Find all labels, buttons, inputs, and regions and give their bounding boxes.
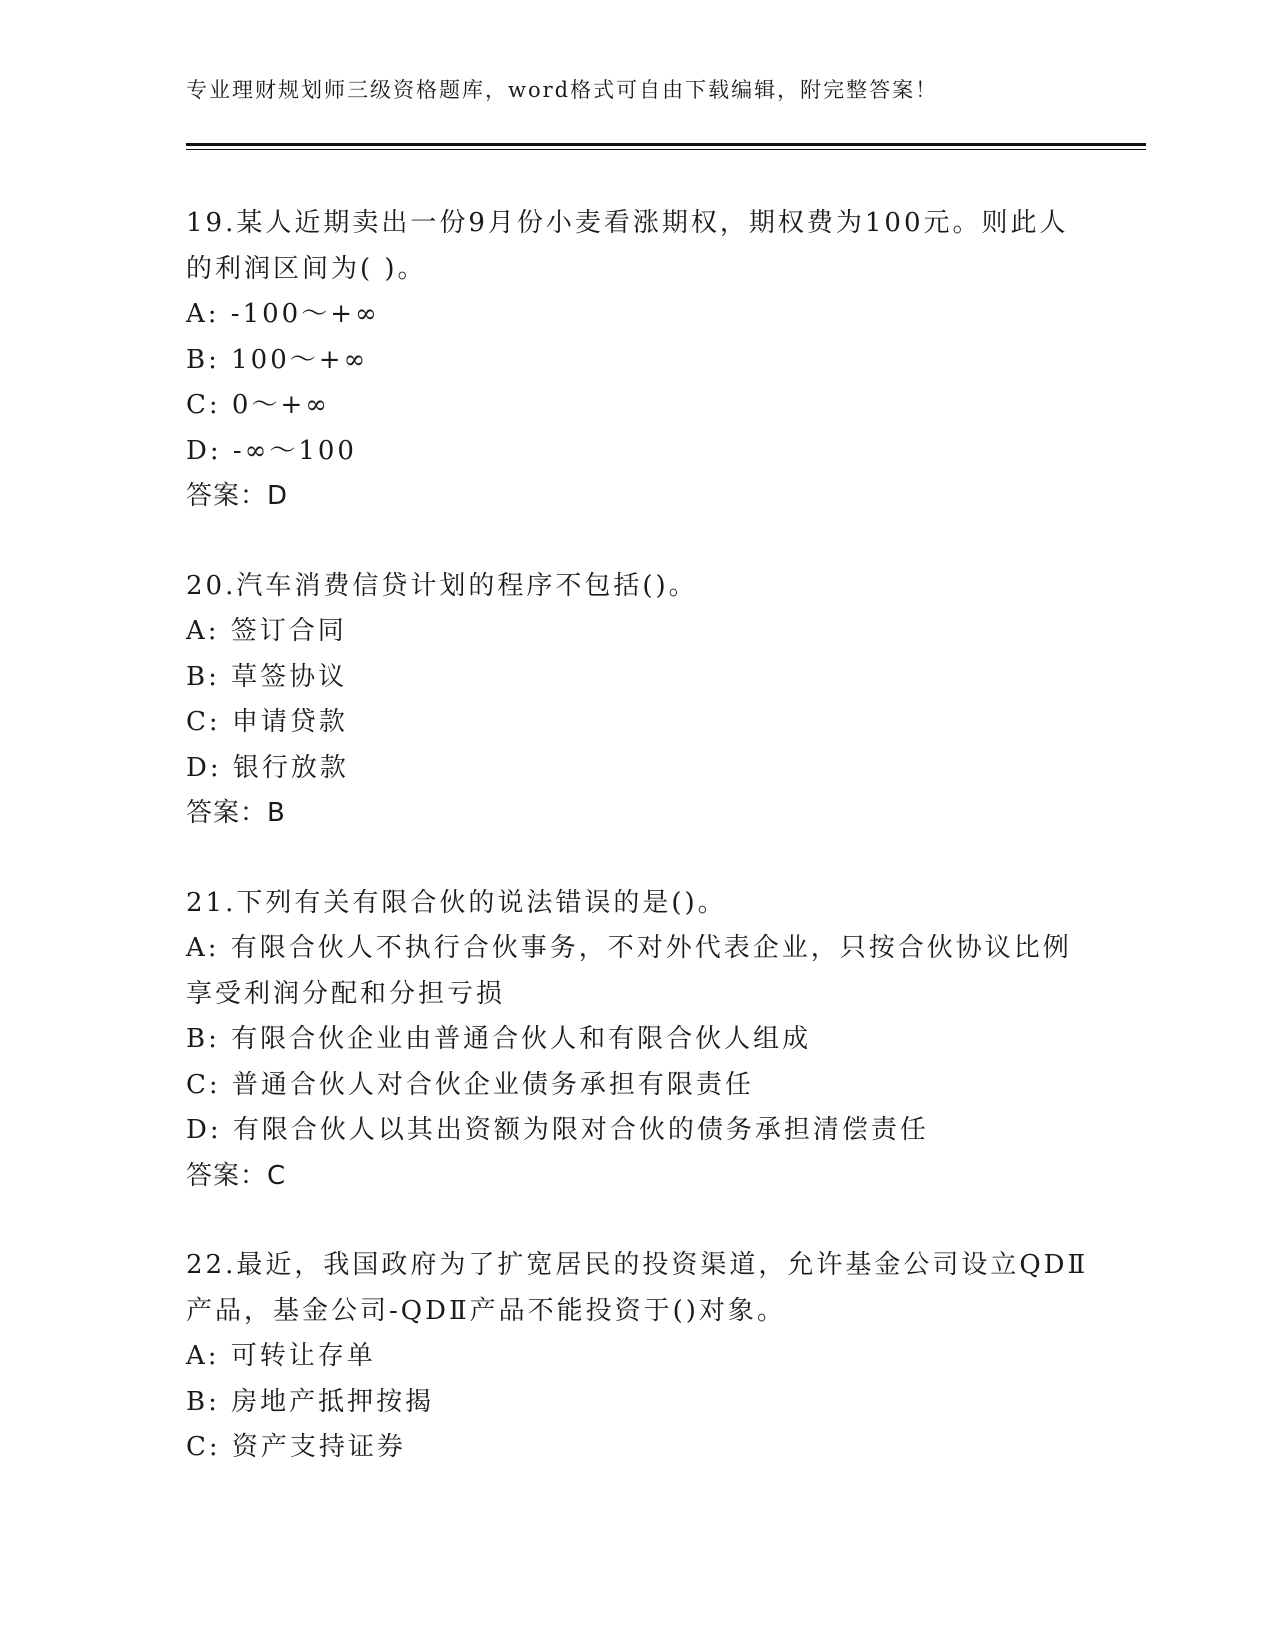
option-a: A: -100～+∞ (186, 299, 380, 329)
option-a: A: 有限合伙人不执行合伙事务，不对外代表企业，只按合伙协议比例 (186, 933, 1072, 963)
question-20 (186, 564, 1086, 837)
option-a-continued: 享受利润分配和分担亏损 (186, 978, 506, 1009)
option-a: A: 可转让存单 (186, 1341, 376, 1371)
header-divider-thin (186, 149, 1146, 150)
question-stem: 产品，基金公司-QDⅡ产品不能投资于()对象。 (186, 1295, 786, 1326)
question-stem: 21.下列有关有限合伙的说法错误的是()。 (186, 887, 727, 918)
question-stem: 19.某人近期卖出一份9月份小麦看涨期权，期权费为100元。则此人 (186, 208, 1069, 238)
option-b: B: 100～+∞ (186, 344, 369, 375)
question-list (186, 201, 1089, 1515)
option-c: C: 0～+∞ (186, 390, 330, 420)
question-19 (186, 201, 1086, 520)
option-d: D: 银行放款 (186, 752, 349, 783)
option-c: C: 申请贷款 (186, 707, 348, 737)
option-b: B: 有限合伙企业由普通合伙人和有限合伙人组成 (186, 1024, 812, 1054)
header-divider (186, 143, 1146, 146)
option-b: B: 草签协议 (186, 661, 348, 692)
option-a: A: 签订合同 (186, 616, 347, 646)
option-d: D: -∞～100 (186, 435, 357, 466)
option-c: C: 资产支持证券 (186, 1432, 406, 1462)
page-header: 专业理财规划师三级资格题库，word格式可自由下载编辑，附完整答案！ (186, 78, 939, 102)
question-21 (186, 881, 1086, 1200)
question-stem: 22.最近，我国政府为了扩宽居民的投资渠道，允许基金公司设立QDⅡ (186, 1250, 1089, 1280)
question-22 (186, 1243, 1089, 1471)
option-c: C: 普通合伙人对合伙企业债务承担有限责任 (186, 1069, 754, 1100)
option-d: D: 有限合伙人以其出资额为限对合伙的债务承担清偿责任 (186, 1115, 929, 1145)
answer: 答案：C (186, 1160, 287, 1191)
question-stem: 的利润区间为( )。 (186, 253, 427, 284)
answer: 答案：D (186, 481, 289, 511)
option-b: B: 房地产抵押按揭 (186, 1386, 435, 1417)
answer: 答案：B (186, 798, 286, 828)
question-stem: 20.汽车消费信贷计划的程序不包括()。 (186, 570, 698, 601)
